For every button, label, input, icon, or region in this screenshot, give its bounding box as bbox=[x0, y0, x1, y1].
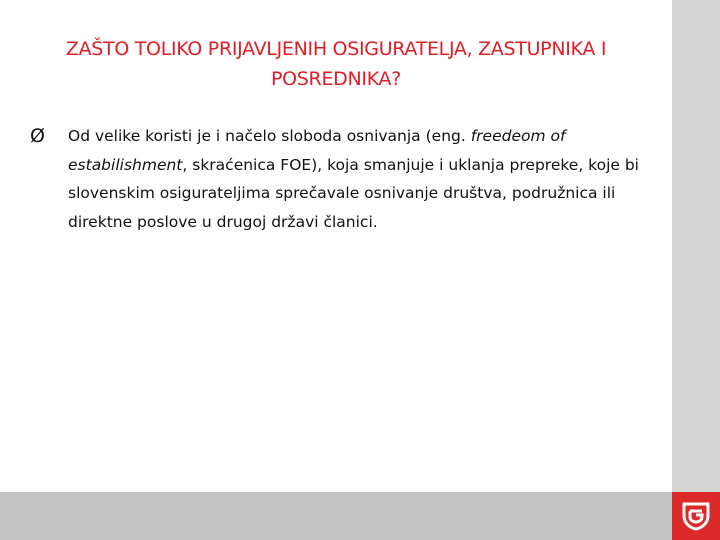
paragraph-italic-term: freedeom of estabilishment bbox=[68, 127, 566, 174]
title-line-1: ZAŠTO TOLIKO PRIJAVLJENIH OSIGURATELJA, ZASTUPNIKA I bbox=[65, 38, 607, 60]
bullet-arrow-icon: Ø bbox=[30, 125, 45, 147]
slide-title bbox=[0, 34, 672, 94]
brand-logo bbox=[672, 492, 720, 540]
brand-logo-icon bbox=[681, 501, 711, 531]
title-line-2: POSREDNIKA? bbox=[270, 68, 402, 90]
right-side-strip bbox=[672, 0, 720, 540]
paragraph-part-2: , skraćenica FOE), koja smanjuje i uklanja prepreke, koje bi slovenskim osigurateljima sprečavale osnivanje društva, podružnica ili direktne poslove u drugoj državi članici. bbox=[68, 155, 639, 231]
bottom-bar bbox=[0, 492, 672, 540]
bullet-paragraph bbox=[68, 122, 653, 236]
paragraph-part-1: Od velike koristi je i načelo sloboda osnivanja (eng. bbox=[68, 127, 471, 145]
